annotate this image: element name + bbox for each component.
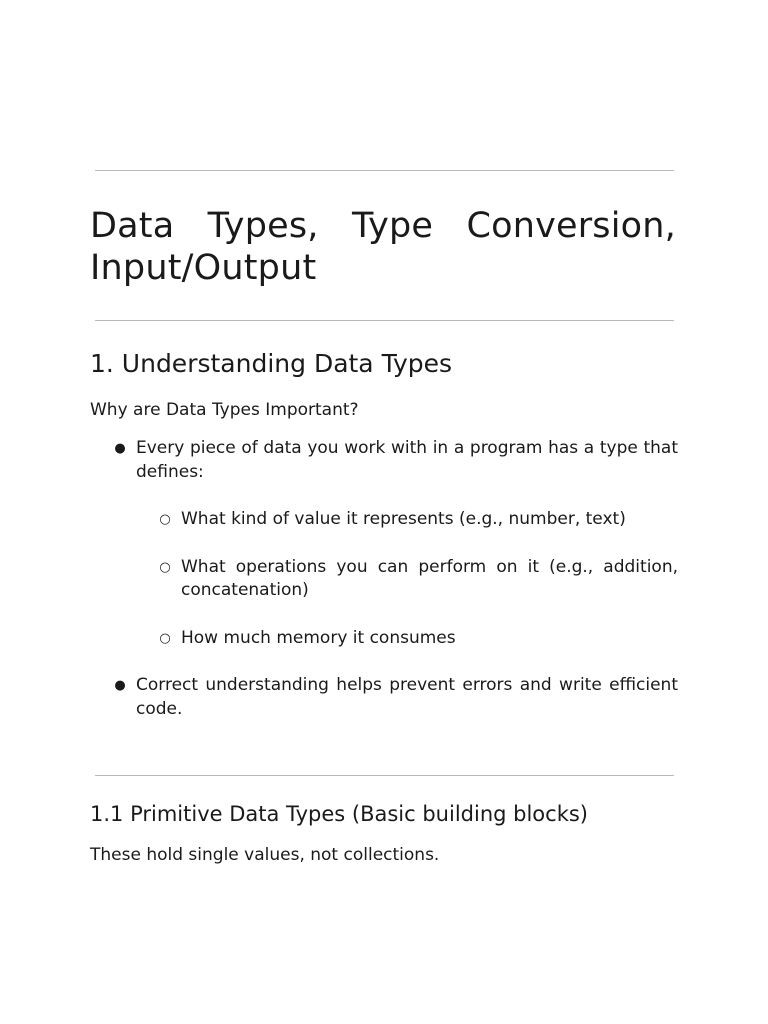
sub-bullet-item: [136, 627, 678, 651]
sub-bullet-item: [136, 556, 678, 603]
sub-bullet-text: What kind of value it represents (e.g., number, text): [181, 509, 626, 529]
document-title: Data Types, Type Conversion, Input/Output: [90, 206, 676, 288]
bullet-text: Correct understanding helps prevent errors and write efficient code.: [136, 675, 678, 719]
horizontal-divider: [95, 170, 674, 171]
hollow-circle-icon: ○: [159, 630, 171, 646]
sub-bullet-text: What operations you can perform on it (e.g., addition, concatenation): [181, 556, 678, 600]
subsection-paragraph: These hold single values, not collections.: [90, 845, 440, 865]
section-intro-question: Why are Data Types Important?: [90, 400, 359, 420]
section-heading-understanding-data-types: 1. Understanding Data Types: [90, 349, 453, 378]
hollow-circle-icon: ○: [159, 512, 171, 527]
bullet-text: Every piece of data you work with in a program has a type that defines:: [136, 438, 678, 482]
horizontal-divider: [95, 320, 674, 321]
bullet-list: [90, 437, 678, 721]
sub-bullet-text: How much memory it consumes: [181, 627, 456, 648]
sub-bullet-item: [136, 508, 678, 532]
subsection-heading-primitive-data-types: 1.1 Primitive Data Types (Basic building blocks): [90, 802, 588, 826]
bullet-dot-icon: ●: [114, 441, 126, 456]
bullet-item: [90, 437, 678, 650]
bullet-item: [90, 674, 678, 721]
sub-bullet-list: [136, 508, 678, 650]
hollow-circle-icon: ○: [159, 559, 171, 575]
horizontal-divider: [95, 775, 674, 776]
bullet-dot-icon: ●: [114, 678, 126, 693]
